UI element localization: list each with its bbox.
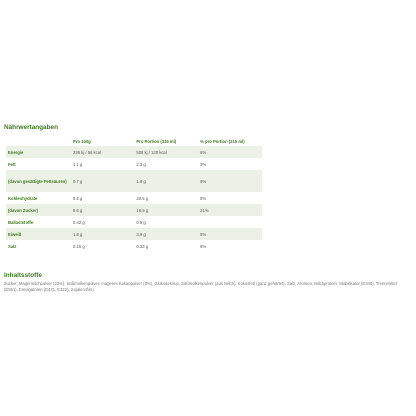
nutrient-name: Salz xyxy=(8,243,17,249)
table-row xyxy=(6,192,262,204)
table-row xyxy=(6,204,262,216)
value-percent-portion: 9% xyxy=(198,170,262,192)
value-per-portion: 3.9 g xyxy=(134,228,198,240)
value-per-portion: 0.33 g xyxy=(136,243,149,249)
value-per-100g: 0.15 g xyxy=(73,243,85,249)
nutrient-name: (davon Zucker) xyxy=(6,204,71,216)
value-per-100g: 8.6 g xyxy=(71,204,134,216)
header-nutrient xyxy=(6,136,71,146)
value-per-100g: 236 kj / 56 kcal xyxy=(71,146,134,158)
value-percent-portion: 8% xyxy=(200,195,207,201)
nutrient-name: Kohlenhydrate xyxy=(8,195,38,201)
value-per-100g: 1.8 g xyxy=(71,228,134,240)
value-per-portion: 1.6 g xyxy=(134,170,198,192)
value-per-portion: 20.5 g xyxy=(136,195,149,201)
value-per-portion: 508 kj / 120 kcal xyxy=(134,146,198,158)
value-per-100g: 0.7 g xyxy=(71,170,134,192)
nutrient-name: (davon gesättigte Fettsäuren) xyxy=(6,170,71,192)
table-row xyxy=(6,228,262,240)
header-per-portion: Pro Portion (315 ml) xyxy=(136,138,177,144)
nutrient-name: Ballaststoffe xyxy=(8,219,34,225)
header-percent-portion: % pro Portion (315 ml) xyxy=(200,138,245,144)
value-per-portion: 0.9 g xyxy=(136,219,146,225)
table-row xyxy=(6,158,262,170)
value-per-100g: 0.42 g xyxy=(73,219,85,225)
table-row xyxy=(6,146,262,158)
nutrient-name: Fett xyxy=(8,161,16,167)
nutrient-name: Energie xyxy=(6,146,71,158)
value-percent-portion: 3% xyxy=(200,161,207,167)
ingredients-text: Zucker, Magermilchpulver (22%), Süßmolkenpulver, mageres Kakaopulver (8%), Glukosesirup, Süßmolkenpulver (aus Milch), Kokosfett (ganz gehärtet), Salz, Aromen, Milchprotein, Stabilisator (E340), Trennmittel (E551), Emulgatoren (E471, E322), Sojalecithin). xyxy=(4,281,397,293)
table-row xyxy=(6,216,262,228)
value-percent-portion: 6% xyxy=(198,146,262,158)
value-per-100g: 1.1 g xyxy=(73,161,83,167)
ingredients-title: Inhaltsstoffe xyxy=(4,272,42,279)
table-row xyxy=(6,240,262,252)
value-per-portion: 2.3 g xyxy=(136,161,146,167)
header-per-100g: Pro 100g xyxy=(73,138,91,144)
value-per-100g: 9.5 g xyxy=(73,195,83,201)
value-per-portion: 18.5 g xyxy=(134,204,198,216)
nutrition-header-row xyxy=(6,136,262,146)
nutrition-title: Nährwertangaben xyxy=(4,124,58,131)
table-row xyxy=(6,170,262,192)
nutrient-name: Eiweiß xyxy=(6,228,71,240)
value-percent-portion: 6% xyxy=(200,243,207,249)
value-percent-portion: 21% xyxy=(198,204,262,216)
nutrition-table xyxy=(6,136,262,252)
value-percent-portion xyxy=(198,216,262,228)
value-percent-portion: 8% xyxy=(198,228,262,240)
